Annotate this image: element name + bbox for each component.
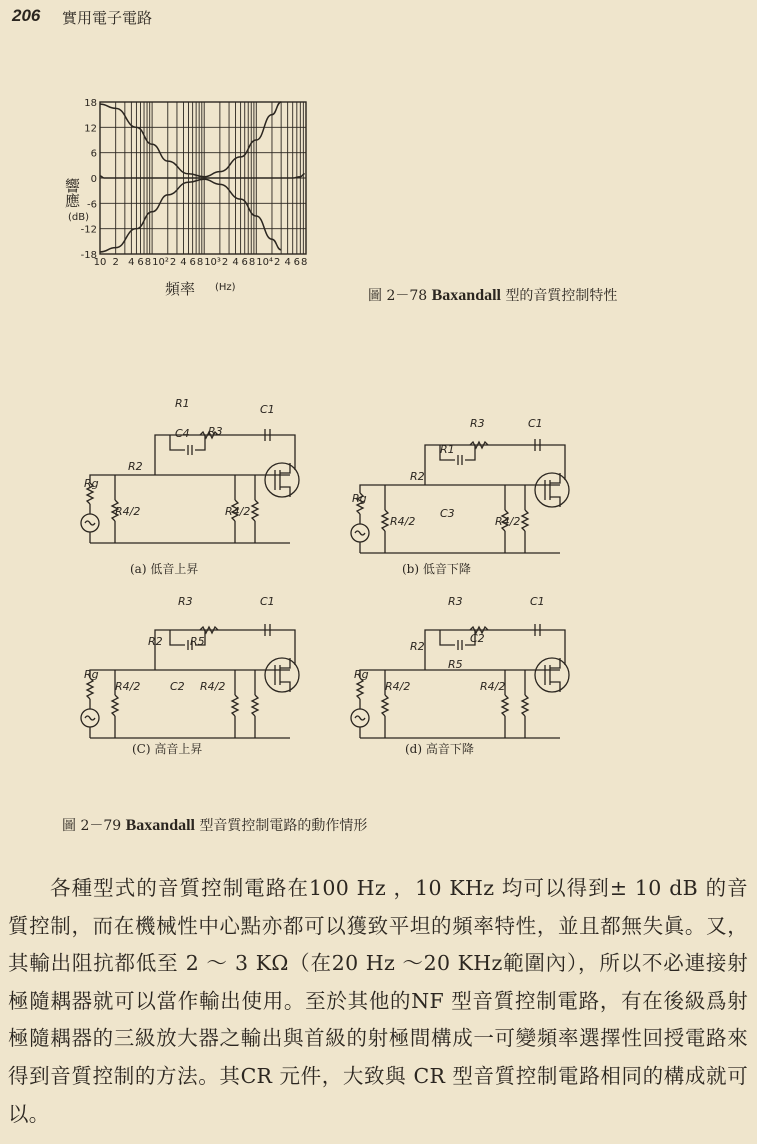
page-number: 206 — [12, 6, 41, 25]
component-label: R3 — [208, 425, 223, 438]
resistor-r4-2-a — [382, 695, 388, 716]
feedback-wire — [425, 630, 565, 670]
circuit-diagram-d — [330, 590, 580, 750]
input-wire — [360, 485, 560, 493]
x-tick-label: 4 — [284, 257, 291, 268]
component-label: R4/2 — [480, 680, 506, 693]
y-tick-label: -18 — [80, 250, 97, 261]
fet-leads — [545, 658, 560, 692]
x-tick-label: 8 — [144, 257, 152, 268]
caption-name: Baxandall — [431, 287, 501, 304]
fet-leads — [275, 463, 290, 497]
fet-leads — [545, 473, 560, 507]
x-tick-label: 10⁴ — [256, 257, 274, 268]
y-tick-label: 18 — [84, 98, 97, 109]
component-label: R3 — [470, 417, 485, 430]
x-tick-label: 4 — [180, 257, 187, 268]
x-tick-label: 4 — [232, 257, 239, 268]
component-label: R4/2 — [115, 505, 141, 518]
x-tick-label: 10 — [93, 257, 107, 268]
component-label: Rg — [352, 492, 367, 505]
component-label: R3 — [448, 595, 463, 608]
body-paragraph: 各種型式的音質控制電路在100 Hz ，10 KHz 均可以得到± 10 dB 的音質控制，而在機械性中心點亦都可以獲致平坦的頻率特性，並且都無失眞。又，其輸出阻抗都低至 2 ～ 3 KΩ（在20 Hz ～20 KHz範圍內），所以不必連接射極隨耦器就可以當作輸出使用。至於其他的NF 型音質控制電路，有在後級爲射極隨耦器的三級放大器之輸出與首級的射極間構成一可變頻率選擇性回授電路來得到音質控制的方法。其CR 元件，大致與 CR 型音質控制電路相同的構成就可以。 — [8, 876, 748, 1126]
chart-curves — [100, 102, 305, 252]
component-label: Rg — [84, 668, 99, 681]
component-label: R2 — [148, 635, 163, 648]
y-tick-label: -12 — [80, 224, 97, 236]
feedback-wire — [155, 435, 295, 475]
resistor-rg — [357, 678, 363, 699]
component-label: R4/2 — [225, 505, 251, 518]
series-flat — [100, 174, 305, 178]
figure-2-78-caption — [368, 285, 617, 305]
figure-2-79-caption — [62, 815, 367, 835]
input-wire — [90, 475, 290, 483]
component-label: R2 — [128, 460, 143, 473]
component-label: C2 — [470, 632, 485, 645]
source-wave — [355, 716, 365, 720]
x-axis-unit: (Hz) — [215, 282, 236, 293]
resistor-bias — [252, 500, 258, 521]
fet-transistor-icon — [535, 473, 569, 507]
component-label: C1 — [528, 417, 543, 430]
circuit-diagram-a — [60, 395, 310, 555]
component-label: R5 — [190, 635, 205, 648]
source-wave — [355, 531, 365, 535]
x-tick-label: 10² — [152, 257, 169, 268]
circuit-diagram-b — [330, 405, 580, 565]
caption-prefix: 圖 2－78 — [368, 288, 428, 304]
component-label: R4/2 — [385, 680, 411, 693]
x-tick-label: 6 — [241, 257, 248, 268]
circuit-caption-a: (a) 低音上昇 — [130, 562, 199, 576]
x-tick-label: 6 — [189, 257, 196, 268]
input-wire — [360, 670, 560, 678]
y-tick-label: -6 — [87, 199, 97, 211]
resistor-r4-2-b — [232, 695, 238, 716]
resistor-r4-2-a — [382, 510, 388, 531]
caption-name: Baxandall — [125, 817, 195, 834]
input-wire — [90, 670, 290, 678]
fet-transistor-icon — [535, 658, 569, 692]
x-tick-label: 4 — [128, 257, 135, 268]
source-wave — [85, 716, 95, 720]
x-tick-label: 2 — [221, 257, 229, 268]
x-tick-label: 6 — [137, 257, 144, 268]
resistor-bias — [252, 695, 258, 716]
x-tick-label: 10³ — [204, 257, 221, 268]
component-label: R3 — [178, 595, 193, 608]
caption-prefix: 圖 2－79 — [62, 818, 122, 834]
x-tick-label: 8 — [248, 257, 256, 268]
feedback-wire — [155, 630, 295, 670]
source-wave — [85, 521, 95, 525]
circuit-caption-b: (b) 低音下降 — [402, 562, 471, 576]
component-label: R2 — [410, 640, 425, 653]
y-tick-labels — [81, 98, 97, 261]
component-label: R1 — [175, 397, 190, 410]
fet-transistor-icon — [265, 658, 299, 692]
frequency-response-chart — [60, 92, 330, 302]
component-label: R2 — [410, 470, 425, 483]
component-label: R4/2 — [495, 515, 521, 528]
resistor-rg — [87, 678, 93, 699]
y-tick-label: 6 — [90, 148, 97, 160]
resistor-bias — [522, 510, 528, 531]
y-tick-label: 12 — [84, 123, 97, 135]
component-label: C2 — [170, 680, 185, 693]
x-tick-label: 8 — [196, 257, 204, 268]
component-label: C1 — [530, 595, 545, 608]
x-axis-label: 頻率 — [165, 280, 196, 298]
component-label: Rg — [84, 477, 99, 490]
x-tick-label: 2 — [169, 257, 177, 268]
component-label: C4 — [175, 427, 190, 440]
x-tick-label: 2 — [112, 257, 119, 268]
component-label: R1 — [440, 443, 455, 456]
caption-suffix: 型音質控制電路的動作情形 — [199, 818, 368, 834]
resistor-r4-2-a — [112, 695, 118, 716]
y-tick-label: 0 — [90, 174, 97, 185]
component-label: C3 — [440, 507, 455, 520]
circuit-caption-c: (C) 高音上昇 — [132, 742, 203, 756]
component-label: C1 — [260, 595, 275, 608]
fet-transistor-icon — [265, 463, 299, 497]
component-label: R4/2 — [115, 680, 141, 693]
caption-suffix: 型的音質控制特性 — [505, 288, 618, 304]
x-tick-labels — [94, 257, 308, 268]
body-text — [8, 870, 748, 1133]
component-label: R4/2 — [390, 515, 416, 528]
component-label: C1 — [260, 403, 275, 416]
y-axis-label: 響應 — [63, 178, 81, 208]
resistor-r4-2-b — [502, 695, 508, 716]
component-label: Rg — [354, 668, 369, 681]
fet-leads — [275, 658, 290, 692]
circuit-diagram-c — [60, 590, 310, 750]
circuit-caption-d: (d) 高音下降 — [405, 742, 474, 756]
x-tick-label: 8 — [301, 257, 308, 268]
component-label: R4/2 — [200, 680, 226, 693]
running-header: 實用電子電路 — [62, 9, 153, 27]
y-axis-unit: (dB) — [68, 212, 90, 223]
resistor-bias — [522, 695, 528, 716]
x-tick-label: 2 — [274, 257, 281, 268]
x-tick-label: 6 — [293, 257, 301, 268]
component-label: R5 — [448, 658, 463, 671]
